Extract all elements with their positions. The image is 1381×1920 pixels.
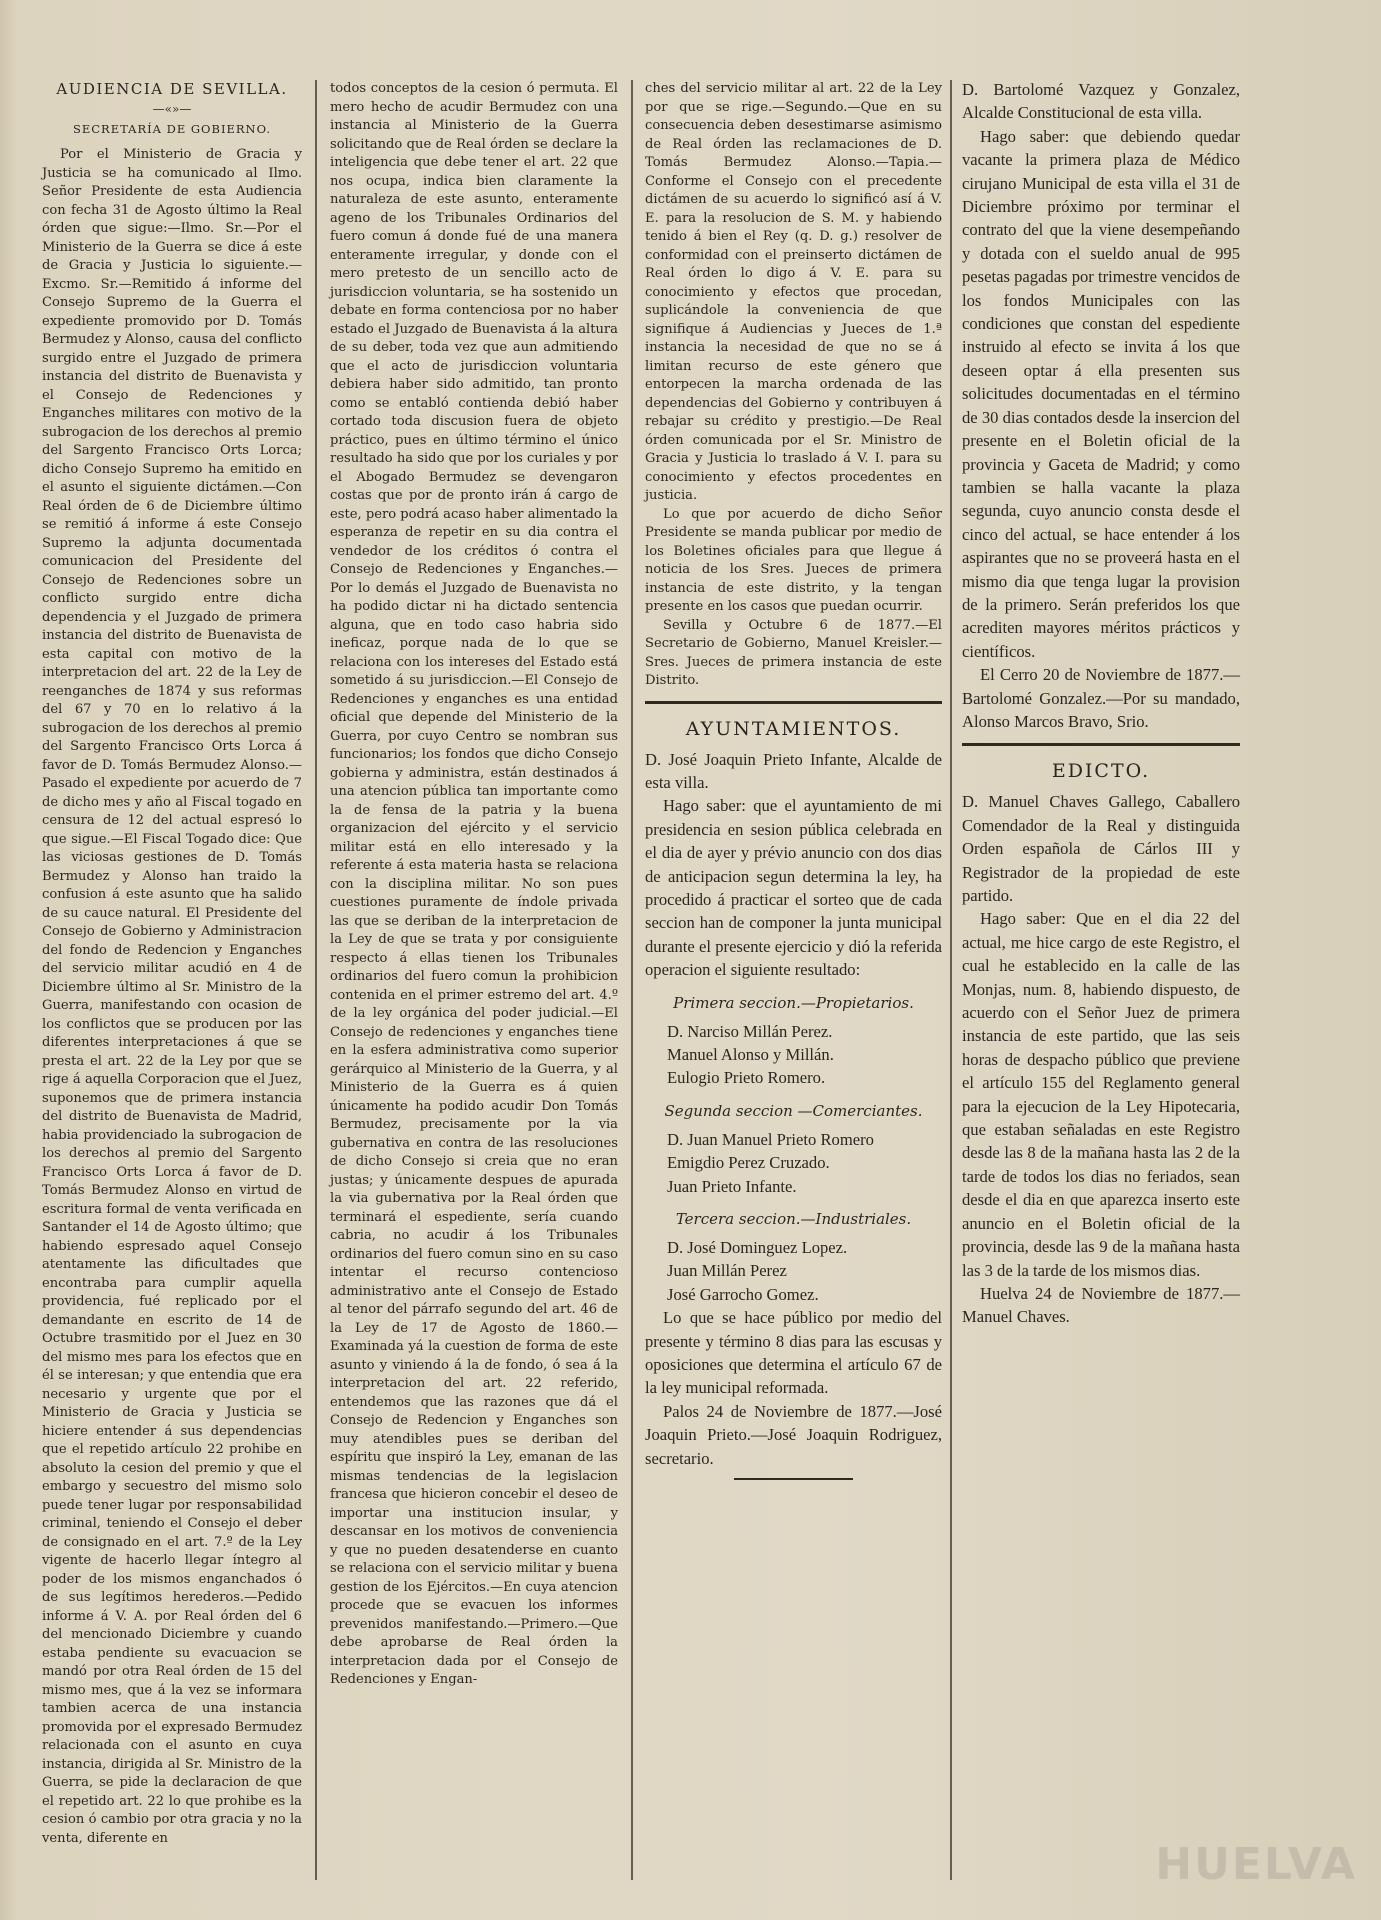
column-divider [631, 80, 633, 1880]
notice-body: Hago saber: que el ayuntamiento de mi presidencia en sesion pública celebrada en el dia de ayer y prévio anuncio con dos dias de anticipacion segun determina la ley, ha procedido á practicar el sorteo que de cada seccion han de componer la junta municipal durante el presente ejercicio y dió la referida operacion el siguiente resultado: [645, 796, 942, 980]
section-title-edicto: EDICTO. [1051, 760, 1151, 783]
section-label-comerciantes: Segunda seccion —Comerciantes. [664, 1101, 923, 1120]
list-item: D. Narciso Millán Perez. [667, 1021, 833, 1041]
list-item: Eulogio Prieto Romero. [667, 1068, 826, 1088]
name-list-comerciantes [645, 1128, 942, 1198]
section-separator [734, 1478, 853, 1480]
list-item: Juan Millán Perez [667, 1261, 787, 1281]
section-subtitle: SECRETARÍA DE GOBIERNO. [72, 122, 272, 136]
column-continuation [330, 80, 618, 1690]
section-title-ayuntamientos: AYUNTAMIENTOS. [685, 717, 902, 740]
edicto-body: Hago saber: Que en el dia 22 del actual, me hice cargo de este Registro, el cual he establecido en la calle de las Monjas, num. 8, habiendo dispuesto, de acuerdo con el Señor Juez de primera instancia de este partido, que las seis horas de despacho público que previene el artículo 155 del Reglamento general para la ejecucion de la Ley Hipotecaria, que estaban señaladas en este Registro desde las 8 de la mañana hasta las 2 de la tarde de todos los dias no feriados, sean desde el dia en que aparezca inserto este anuncio en el Boletin oficial de la provincia, desde las 9 de la mañana hasta las 3 de la tarde de los mismos dias. [962, 909, 1240, 1280]
list-item: Emigdio Perez Cruzado. [667, 1153, 830, 1173]
section-separator [962, 743, 1240, 746]
notice-body: Hago saber: que debiendo quedar vacante la primera plaza de Médico cirujano Municipal de esta villa el 31 de Diciembre próximo por terminar el contrato del que la viene desempeñando y dotada con el sueldo anual de 995 pesetas pagadas por trimestre vencidos de los fondos Municipales con las condiciones que constan del espediente instruido al efecto se invita á los que deseen optar á ella presenten sus solicitudes documentadas en el término de 30 dias contados desde la insercion del presente en el Boletin oficial de la provincia y Gaceta de Madrid; y como tambien se halla vacante la plaza segunda, cuyo anuncio consta desde el cinco del actual, se hace entender á los aspirantes que no se proveerá hasta en el mismo dia que tenga lugar la provision de la primero. Serán preferidos los que acrediten mayores méritos prácticos y científicos. [962, 126, 1240, 661]
section-separator [645, 701, 942, 704]
article-body-end: ches del servicio militar al art. 22 de la Ley por que se rige.—Segundo.—Que en su consecuencia deben desestimarse asimismo de Real órden las reclamaciones de D. Tomás Bermudez Alonso.—Tapia.—Conforme el Consejo con el precedente dictámen de su acuerdo lo significó así á V. E. para la resolucion de S. M. y habiendo tenido á bien el Rey (q. D. g.) resolver de conformidad con el preinserto dictámen de Real órden lo digo á V. E. para su conocimiento y efectos que procedan, suplicándole la conveniencia de que signifique á Audiencias y Jueces de 1.ª instancia la necesidad de que no se á limitan recurso de este género que entorpecen la marcha ordenada de las dependencias del Gobierno y contribuyen á rebajar su crédito y prestigio.—De Real órden comunicada por el Sr. Ministro de Gracia y Justicia lo traslado á V. I. para su conocimiento y efectos procedentes en justicia. [645, 81, 942, 503]
list-item: Manuel Alonso y Millán. [667, 1044, 834, 1064]
list-item: José Garrocho Gomez. [667, 1284, 819, 1304]
notice-signature: Palos 24 de Noviembre de 1877.—José Joaquin Prieto.—José Joaquin Rodriguez, secretario. [645, 1401, 942, 1468]
list-item: D. Juan Manuel Prieto Romero [667, 1129, 874, 1149]
watermark-logo: HUELVA [1155, 1839, 1357, 1890]
column-divider [950, 80, 952, 1880]
edicto-signature: Huelva 24 de Noviembre de 1877.—Manuel Chaves. [962, 1283, 1240, 1327]
notice-intro: D. Bartolomé Vazquez y Gonzalez, Alcalde Constitucional de esta villa. [962, 80, 1240, 123]
column-audiencia [42, 80, 302, 1848]
name-list-industriales [645, 1236, 942, 1306]
column-divider [315, 80, 317, 1880]
edicto-intro: D. Manuel Chaves Gallego, Caballero Comendador de la Real y distinguida Orden española de Cárlos III y Registrador de la propiedad de este partido. [962, 792, 1240, 905]
notice-intro: D. José Joaquin Prieto Infante, Alcalde de esta villa. [645, 749, 942, 792]
article-body: Por el Ministerio de Gracia y Justicia se ha comunicado al Ilmo. Señor Presidente de esta Audiencia con fecha 31 de Agosto último la Real órden que sigue:—Ilmo. Sr.—Por el Ministerio de la Guerra se dice á este de Gracia y Justicia lo siguiente.—Excmo. Sr.—Remitido á informe del Consejo Supremo de la Guerra el expediente promovido por D. Tomás Bermudez y Alonso, causa del conflicto surgido entre el Juzgado de primera instancia del distrito de Buenavista y el Consejo de Redenciones y Enganches militares con motivo de la subrogacion de los derechos al premio del Sargento Francisco Orts Lorca; dicho Consejo Supremo ha emitido en el asunto el siguiente dictámen.—Con Real órden de 6 de Diciembre último se remitió á informe á este Consejo Supremo la adjunta documentada comunicacion del Presidente del Consejo de Redenciones sobre un conflicto surgido entre dicha dependencia y el Juzgado de primera instancia del distrito de Buenavista de esta capital con motivo de la interpretacion del art. 22 de la Ley de reenganches de 1874 y sus reformas del 67 y 70 en lo relativo á la subrogacion de los derechos al premio del Sargento Francisco Orts Lorca á favor de D. Tomás Bermudez Alonso.—Pasado el expediente por acuerdo de 7 de dicho mes y año al Fiscal togado en censura de 12 del actual espresó lo que sigue.—El Fiscal Togado dice: Que las viciosas gestiones de D. Tomás Bermudez y Alonso han traido la confusion á este asunto que ha salido de su cauce natural. El Presidente del Consejo de Gobierno y Administracion del fondo de Redencion y Enganches del servicio militar acudió en 4 de Diciembre último al Sr. Ministro de la Guerra, manifestando con ocasion de los conflictos que se producen por las diferentes interpretaciones á que se presta el art. 22 de la Ley por que se rige á aquella Corporacion que el Juez, suponemos que de primera instancia del distrito de Buenavista de Madrid, habia providenciado la subrogacion de los derechos al premio del Sargento Francisco Orts Lorca á favor de D. Tomás Bermudez Alonso en virtud de escritura formal de venta verificada en Santander el 14 de Agosto último; que habiendo espresado aquel Consejo atentamente las dificultades que encontraba para cumplir aquella providencia, fué replicado por el demandante en escrito de 14 de Octubre trasmitido por el Juez en 30 del mismo mes para los efectos que en él se interesan; y que entendia que era necesario y urgente que por el Ministerio de Gracia y Justicia se hiciere entender á sus dependencias que el repetido artículo 22 prohibe en absoluto la cesion del premio y que el embargo y secuestro del mismo solo puede tener lugar por responsabilidad criminal, teniendo el Consejo el deber de consignado en el art. 7.º de la Ley vigente de hacerlo llegar íntegro al poder de los mismos enganchados ó de sus legítimos herederos.—Pedido informe á V. A. por Real órden del 6 del mencionado Diciembre y cuando estaba pendiente su evacuacion se mandó por otra Real órden de 15 del mismo mes, que á la vez se informara tambien acerca de una instancia promovida por el expresado Bermudez relacionada con el asunto en cuya instancia, dirigida al Sr. Ministro de la Guerra, se pide la declaracion de que el repetido art. 22 lo que prohibe es la cesion ó cambio por otra gracia y no la venta, diferente en [42, 147, 302, 1846]
column-ayuntamientos [645, 80, 942, 1488]
section-label-industriales: Tercera seccion.—Industriales. [675, 1210, 912, 1228]
section-title-audiencia: AUDIENCIA DE SEVILLA. [56, 80, 288, 98]
notice-signature: El Cerro 20 de Noviembre de 1877.—Bartolomé Gonzalez.—Por su mandado, Alonso Marcos Bravo, Srio. [962, 665, 1240, 731]
name-list-propietarios [645, 1020, 942, 1090]
list-item: Juan Prieto Infante. [667, 1176, 797, 1196]
section-label-propietarios: Primera seccion.—Propietarios. [673, 993, 914, 1012]
list-item: D. José Dominguez Lopez. [667, 1238, 848, 1257]
column-edicto [962, 78, 1240, 1329]
ornament: —«»— [152, 102, 192, 116]
notice-closing: Lo que se hace público por medio del presente y término 8 dias para las escusas y oposiciones que determina el artículo 67 de la ley municipal reformada. [645, 1308, 942, 1398]
publication-notice: Lo que por acuerdo de dicho Señor Presidente se manda publicar por medio de los Boletines oficiales para que llegue á noticia de los Sres. Jueces de primera instancia de este distrito, y la tengan presente en los casos que puedan ocurrir. [645, 506, 942, 614]
article-signature: Sevilla y Octubre 6 de 1877.—El Secretario de Gobierno, Manuel Kreisler.—Sres. Jueces de primera instancia de este Distrito. [645, 617, 942, 688]
article-body-continued: todos conceptos de la cesion ó permuta. El mero hecho de acudir Bermudez con una instancia al Ministerio de la Guerra solicitando que de Real órden se declare la inteligencia que debe tener el art. 22 que nos ocupa, indica bien claramente la naturaleza de este asunto, enteramente ageno de los Tribunales Ordinarios del fuero comun á donde fué de una manera enteramente irregular, y donde con el mero pretesto de un sencillo acto de jurisdiccion voluntaria, se ha sostenido un debate en forma contenciosa por no haber estado el Juzgado de Buenavista á la altura de su deber, toda vez que aun admitiendo que el acto de jurisdiccion voluntaria debiera haber sido admitido, tan pronto como se entabló contienda debió haber cortado toda discusion fuera de objeto práctico, pues en último término el único resultado ha sido que por los curiales y por el Abogado Bermudez se devengaron costas que por de pronto irán á cargo de este, pero podrá acaso haber alimentado la esperanza de repetir en su dia contra el vendedor de los créditos ó contra el Consejo de Redenciones y Enganches.—Por lo demás el Juzgado de Buenavista no ha podido dictar ni ha dictado sentencia alguna, que en todo caso habria sido ineficaz, porque nada de lo que se relaciona con los intereses del Estado está sometido á su jurisdiccion.—El Consejo de Redenciones y enganches es una entidad oficial que depende del Ministerio de la Guerra, por cuyo Centro se nombran sus funcionarios; los fondos que dicho Consejo gobierna y administra, están destinados á una atencion pública tan importante como la de fensa de la patria y la buena organizacion del ejército y el servicio militar está en ello interesado y la referente á esta materia hasta se relaciona con la disciplina militar. No son pues cuestiones puramente de índole privada las que se deriban de la interpretacion de la Ley de que se trata y por consiguiente respecto á ellas tienen los Tribunales ordinarios del fuero comun la prohibicion contenida en el primer estremo del art. 4.º de la ley orgánica del poder judicial.—El Consejo de redenciones y enganches tiene en la esfera administrativa como superior gerárquico al Ministerio de la Guerra, y al Ministerio de la Guerra es á quien únicamente ha podido acudir Don Tomás Bermudez, precisamente por la via gubernativa en contra de las resoluciones de dicho Consejo si creia que no eran justas; y únicamente despues de apurada la via gubernativa por la Real órden que terminará el espediente, sería cuando cabria, no acudir á los Tribunales ordinarios del fuero comun sino en su caso intentar el recurso contencioso administrativo ante el Consejo de Estado al tenor del párrafo segundo del art. 46 de la Ley de 17 de Agosto de 1860.—Examinada yá la cuestion de forma de este asunto y viniendo á la de fondo, ó sea á la interpretacion del art. 22 referido, entendemos que las razones que dá el Consejo de Redencion y Enganches son muy atendibles pues se deriban del espíritu que inspiró la Ley, emanan de las mismas tendencias de la legislacion francesa que hicieron concebir el deseo de importar una institucion insular, y descansar en los motivos de conveniencia y que no pueden desatenderse en cuanto se relaciona con el servicio militar y buena gestion de los Ejércitos.—En cuya atencion procede que se evacuen los informes prevenidos manifestando.—Primero.—Que debe aprobarse de Real órden la interpretacion dada por el Consejo de Redenciones y Engan- [330, 81, 618, 1687]
